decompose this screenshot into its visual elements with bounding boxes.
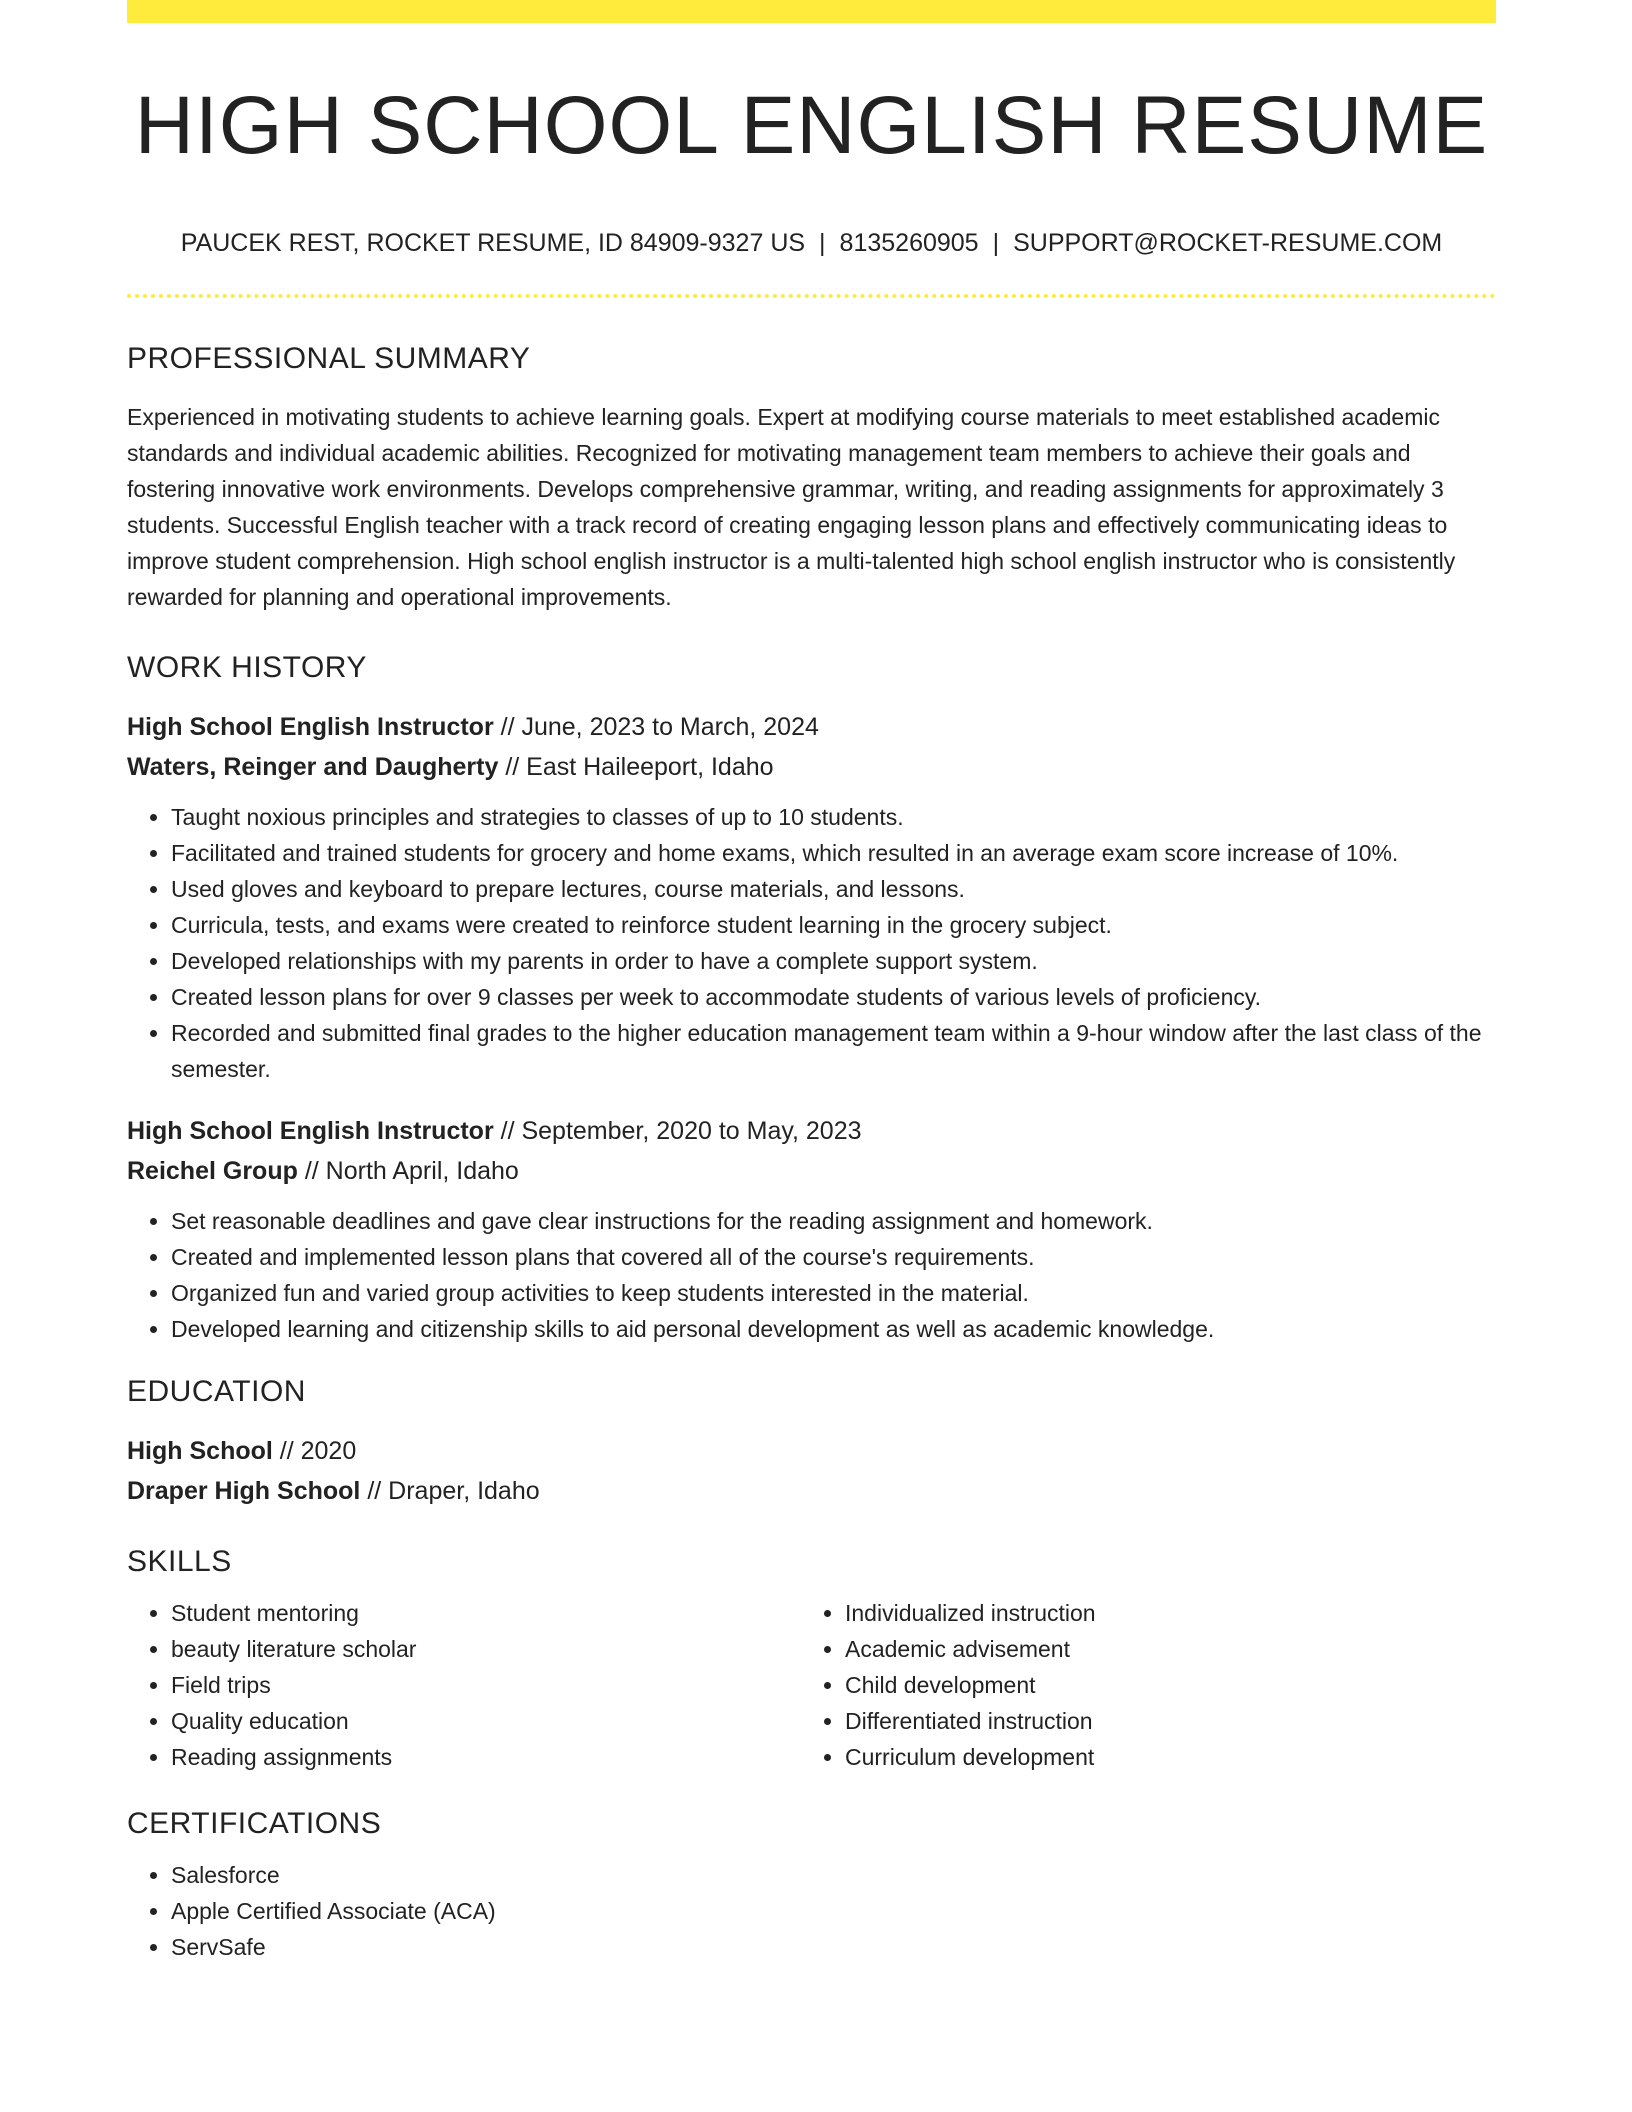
resume-title: HIGH SCHOOL ENGLISH RESUME	[134, 80, 1489, 171]
job-bullets	[127, 799, 1496, 1087]
job-bullet: • Created and implemented lesson plans that covered all of the course's requirements.	[171, 1239, 1496, 1275]
job-entry	[127, 1111, 1496, 1347]
contact-address: PAUCEK REST, ROCKET RESUME, ID 84909-9327 US	[180, 229, 806, 257]
skill-item: • Individualized instruction	[845, 1595, 1475, 1631]
skills-right-list	[801, 1595, 1475, 1775]
accent-top-bar	[127, 0, 1496, 23]
summary-heading: PROFESSIONAL SUMMARY	[127, 342, 531, 375]
certifications-heading: CERTIFICATIONS	[127, 1807, 382, 1840]
job-title: High School English Instructor	[127, 1117, 494, 1145]
job-bullet: • Set reasonable deadlines and gave clear instructions for the reading assignment and homework.	[171, 1203, 1496, 1239]
certification-item: • Salesforce	[171, 1857, 1496, 1893]
job-bullet: • Taught noxious principles and strategies to classes of up to 10 students.	[171, 799, 1496, 835]
certifications-list	[127, 1857, 1496, 1965]
job-bullet: • Created lesson plans for over 9 classes per week to accommodate students of various levels of proficiency.	[171, 979, 1496, 1015]
job-bullet: • Used gloves and keyboard to prepare lectures, course materials, and lessons.	[171, 871, 1496, 907]
skills-left-list	[127, 1595, 801, 1775]
skill-item: • Reading assignments	[171, 1739, 801, 1775]
job-company-line	[127, 747, 1496, 787]
contact-separator: |	[992, 229, 1000, 257]
skill-item: • Academic advisement	[845, 1631, 1475, 1667]
job-bullets	[127, 1203, 1496, 1347]
job-location: // North April, Idaho	[297, 1157, 519, 1185]
job-dates: // June, 2023 to March, 2024	[493, 713, 819, 741]
contact-separator: |	[819, 229, 826, 257]
skill-item: • Curriculum development	[845, 1739, 1475, 1775]
education-degree-line	[127, 1431, 1496, 1471]
job-title: High School English Instructor	[127, 713, 494, 741]
certification-item: • ServSafe	[171, 1929, 1496, 1965]
education-entry	[127, 1431, 1496, 1511]
resume-content	[127, 23, 1496, 1965]
education-year: // 2020	[272, 1437, 357, 1465]
job-bullet: • Facilitated and trained students for grocery and home exams, which resulted in an average exam score increase of 10%.	[171, 835, 1496, 871]
education-location: // Draper, Idaho	[360, 1477, 540, 1505]
job-title-line	[127, 707, 1496, 747]
education-heading: EDUCATION	[127, 1375, 306, 1408]
job-bullet: • Developed relationships with my parents in order to have a complete support system.	[171, 943, 1496, 979]
skill-item: • Differentiated instruction	[845, 1703, 1475, 1739]
certification-item: • Apple Certified Associate (ACA)	[171, 1893, 1496, 1929]
education-school-line	[127, 1471, 1496, 1511]
job-entry	[127, 707, 1496, 1087]
skill-item: • Quality education	[171, 1703, 801, 1739]
job-company: Reichel Group	[127, 1157, 298, 1185]
skill-item: • Field trips	[171, 1667, 801, 1703]
dotted-divider	[127, 294, 1496, 298]
job-company-line	[127, 1151, 1496, 1191]
job-bullet: • Developed learning and citizenship skills to aid personal development as well as academic knowledge.	[171, 1311, 1496, 1347]
job-bullet: • Recorded and submitted final grades to the higher education management team within a 9-hour window after the last class of the semester.	[171, 1015, 1496, 1087]
work-history-heading: WORK HISTORY	[127, 651, 367, 684]
job-title-line	[127, 1111, 1496, 1151]
skill-item: • Student mentoring	[171, 1595, 801, 1631]
skill-item: • Child development	[845, 1667, 1475, 1703]
education-school: Draper High School	[127, 1477, 361, 1505]
job-location: // East Haileeport, Idaho	[498, 753, 774, 781]
contact-email: SUPPORT@ROCKET-RESUME.COM	[1013, 229, 1443, 257]
job-bullet: • Organized fun and varied group activities to keep students interested in the material.	[171, 1275, 1496, 1311]
job-bullet: • Curricula, tests, and exams were created to reinforce student learning in the grocery subject.	[171, 907, 1496, 943]
skill-item: • beauty literature scholar	[171, 1631, 801, 1667]
contact-line	[127, 231, 1496, 256]
job-dates: // September, 2020 to May, 2023	[493, 1117, 862, 1145]
job-company: Waters, Reinger and Daugherty	[127, 753, 499, 781]
education-degree: High School	[127, 1437, 273, 1465]
skills-heading: SKILLS	[127, 1545, 232, 1578]
skills-columns	[127, 1595, 1496, 1775]
summary-text: Experienced in motivating students to achieve learning goals. Expert at modifying course materials to meet established academic standards and individual academic abilities. Recognized for motivating management team members to achieve their goals and fostering innovative work environments. Develops comprehensive grammar, writing, and reading assignments for approximately 3 students. Successful English teacher with a track record of creating engaging lesson plans and effectively communicating ideas to improve student comprehension. High school english instructor is a multi-talented high school english instructor who is consistently rewarded for planning and operational improvements.	[127, 404, 1456, 610]
contact-phone: 8135260905	[839, 229, 979, 257]
